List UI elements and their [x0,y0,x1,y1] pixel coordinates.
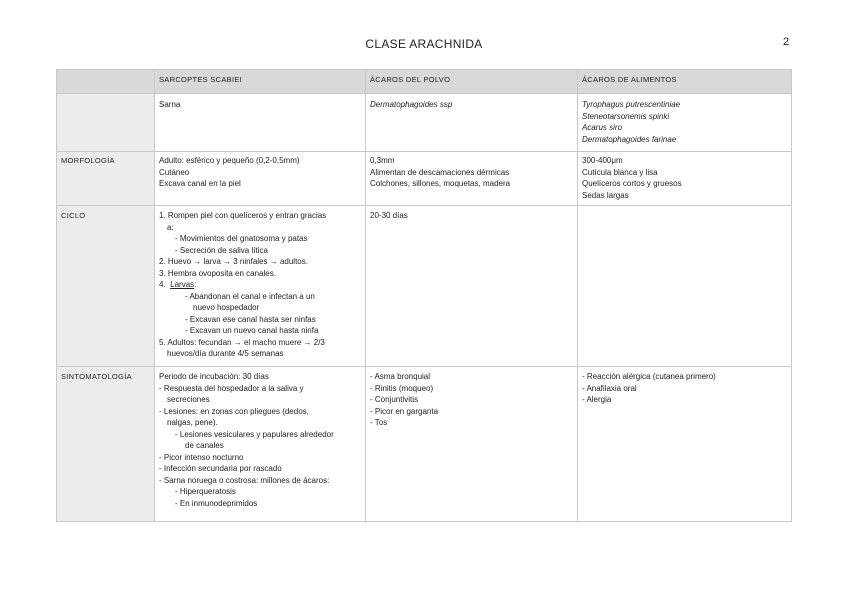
cell-text: Larvas [170,280,195,289]
header-cell-polvo: ÁCAROS DEL POLVO [366,70,578,94]
page-title: CLASE ARACHNIDA [365,37,483,51]
table-row-sintomatologia [57,367,792,522]
cell-text: - Abandonan el canal e infectan a un [185,291,315,301]
cell-text: 0,3mm [370,156,395,165]
cell-text: - Sarna noruega o costrosa: millones de ácaros: [159,475,330,485]
cell-text: - Hiperqueratosis [175,487,236,496]
cell-morfologia-alimentos [578,152,792,206]
header-cell-alimentos: ÁCAROS DE ALIMENTOS [578,70,792,94]
cell-text: Sedas largas [582,190,629,200]
cell-text: : [194,280,197,289]
cell-text: - Excavan un nuevo canal hasta ninfa [185,326,319,335]
cell-text: - Conjuntivitis [370,395,419,404]
cell-text-larvas [159,279,361,291]
cell-text: 2. Huevo → larva → 3 ninfales → adultos. [159,257,308,266]
cell-text: 300-400μm [582,156,623,165]
cell-text: a: [167,222,174,232]
cell-text: - Rinitis (moqueo) [370,383,434,393]
cell-text: Sarna [159,100,181,109]
row-label-morfologia: MORFOLOGÍA [57,152,155,206]
cell-species-polvo [366,94,578,152]
cell-text: Colchones, sillones, moquetas, madera [370,179,511,188]
cell-morfologia-sarcoptes [155,152,366,206]
cell-text: - En inmunodeprimidos [175,498,258,508]
row-label-empty [57,94,155,152]
cell-text: - Anafilaxia oral [582,383,637,393]
cell-text: Dermatophagoides ssp [370,100,453,109]
cell-morfologia-polvo [366,152,578,206]
row-label-sintomatologia: SINTOMATOLOGÍA [57,367,155,522]
cell-text: 3. Hembra ovoposita en canales. [159,268,276,278]
cell-text: de canales [185,441,224,450]
cell-text: - Lesiones vesiculares y papulares alrededor [175,429,334,439]
cell-text: Dermatophagoides farinae [582,134,677,144]
cell-species-sarcoptes [155,94,366,152]
cell-text: Tyrophagus putrescentiniae [582,100,681,109]
page-number: 2 [783,36,790,48]
cell-text: - Lesiones: en zonas con pliegues (dedos, [159,406,309,416]
header-cell-empty [57,70,155,94]
cell-text: Cutáneo [159,167,190,177]
cell-text: - Movimientos del gnatosoma y patas [175,234,308,243]
cell-text: nuevo hospedador [193,303,260,312]
arachnida-table [56,69,792,522]
cell-ciclo-alimentos [578,206,792,367]
cell-text: - Asma bronquial [370,372,431,381]
cell-text: - Excavan ese canal hasta ser ninfas [185,314,316,324]
cell-text: Periodo de incubación: 30 días [159,372,269,381]
cell-text: - Tos [370,418,388,427]
cell-text: - Picor en garganta [370,406,439,416]
cell-text: secreciones [167,395,210,404]
cell-text: Quelíceros cortos y gruesos [582,179,682,188]
cell-sintomatologia-sarcoptes [155,367,366,522]
cell-text: Acarus siro [582,123,623,132]
cell-text: - Picor intenso nocturno [159,452,244,462]
table-header-row [57,70,792,94]
cell-ciclo-sarcoptes [155,206,366,367]
cell-text: - Secreción de saliva lítica [175,245,268,255]
cell-text: - Reacción alérgica (cutanea primero) [582,372,716,381]
cell-text: nalgas, pene). [167,418,218,427]
cell-sintomatologia-polvo [366,367,578,522]
cell-text: - Respuesta del hospedador a la saliva y [159,383,304,393]
cell-ciclo-polvo [366,206,578,367]
cell-text: 20-30 días [370,211,408,220]
cell-text: Adulto: esférico y pequeño (0,2-0,5mm) [159,156,300,165]
cell-sintomatologia-alimentos [578,367,792,522]
table-row-species [57,94,792,152]
cell-text: 1. Rompen piel con quelíceros y entran gracias [159,211,327,220]
cell-text: 4. [159,280,171,289]
cell-text: Alimentan de descamaciones dérmicas [370,167,510,177]
row-label-ciclo: CICLO [57,206,155,367]
table-row-ciclo [57,206,792,367]
table-row-morfologia [57,152,792,206]
cell-text: 5. Adultos: fecundan → el macho muere → 2/3 [159,337,325,347]
cell-text: Excava canal en la piel [159,179,241,188]
cell-text: Cutícula blanca y lisa [582,167,658,177]
header-cell-sarcoptes: SARCOPTES SCABIEI [155,70,366,94]
cell-text: - Infección secundaria por rascado [159,464,282,473]
cell-text: - Alergia [582,395,612,404]
cell-text: Steneotarsonemis spinki [582,111,670,121]
cell-text: huevos/día durante 4/5 semanas [167,349,284,358]
cell-species-alimentos [578,94,792,152]
